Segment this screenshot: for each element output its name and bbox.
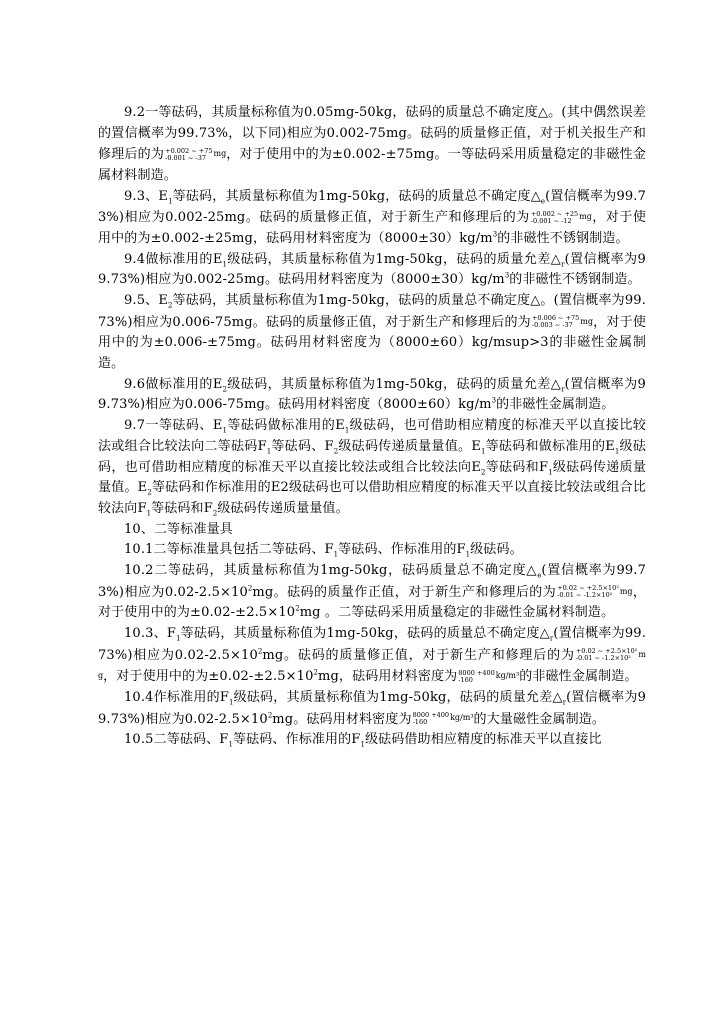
subscript: 1 — [146, 509, 152, 518]
subscript: 1 — [222, 260, 227, 269]
paragraph — [98, 103, 646, 187]
text-run: 10.2二等砝码，其质量标称值为1mg-50kg，砝码质量总不确定度△ — [124, 563, 538, 579]
text-run: ，对于使用中的为±0.02-±2.5×10 — [98, 584, 646, 621]
text-run: 9.2一等砝码，其质量标称值为0.05mg-50kg，砝码的质量总不确定度△。(其中偶然误差的置信概率为99.73%，以下同)相应为0.002-75mg。砝码的质量修正值，对于机关报生产和修理后的为 — [98, 105, 646, 163]
text-run: (置信概率为99.73%)相应为0.02-2.5×10 — [98, 563, 646, 600]
tolerance-expression — [556, 585, 632, 600]
text-run: 10.4作标准用的F — [124, 689, 230, 705]
text-run: 等砝码、作标准用的F — [338, 542, 466, 558]
text-run: 级砝码，其质量标称值为1mg-50kg，砝码的质量允差△ — [226, 376, 562, 392]
superscript: 3 — [491, 397, 497, 406]
unit-label: kg/m³ — [495, 671, 520, 681]
subscript: e — [540, 197, 546, 206]
lower-tolerance: -0.01 ~ -1.2×10² — [575, 654, 631, 663]
subscript: 1 — [465, 550, 471, 559]
upper-tolerance: 8000 +400 — [412, 710, 450, 719]
text-run: 的非磁性不锈钢制造。 — [497, 230, 629, 246]
upper-tolerance: +0.006 ~ +75 — [531, 314, 580, 323]
text-run: 9.5、E — [124, 293, 169, 309]
text-run: 等砝码，其质量标称值为1mg-50kg，砝码的质量总不确定度△ — [180, 626, 550, 642]
paragraph — [98, 187, 646, 250]
text-run: mg 。二等砝码采用质量稳定的非磁性金属材料制造。 — [299, 605, 615, 621]
tolerance-stack — [458, 670, 494, 684]
paragraph — [98, 730, 646, 751]
unit-label: mg — [619, 586, 633, 596]
paragraph — [98, 520, 646, 541]
text-run: 的非磁性金属制造。 — [496, 397, 615, 413]
subscript: 1 — [228, 740, 233, 749]
text-run: 的大量磁性金属制造。 — [473, 711, 606, 727]
text-run: (置信概率为99.73%)相应为0.02-2.5×10 — [98, 689, 646, 727]
text-run: 级砝码，也可借助相应精度的标准天平以直接比较法或组合比较法向二等砝码F — [98, 418, 646, 454]
subscript: r — [549, 634, 554, 643]
tolerance-expression — [531, 315, 593, 330]
text-run: 等砝码，其质量标称值为1mg-50kg，砝码的质量总不确定度△。(置信概率为99.73%)相应为0.006-75mg。砝码的质量修正值，对于新生产和修理后的为 — [98, 293, 646, 330]
text-run: 级砝码传递质量量值。E — [98, 459, 646, 496]
subscript: 1 — [222, 426, 227, 435]
text-run: (置信概率为99.73%)相应为0.006-75mg。砝码用材料密度（8000±60）kg/m — [98, 376, 646, 413]
text-run: mg，砝码用材料密度为 — [317, 669, 458, 685]
document-body — [98, 103, 646, 751]
lower-tolerance: -160 — [412, 717, 428, 726]
paragraph — [98, 250, 646, 291]
lower-tolerance: -160 — [458, 675, 473, 684]
subscript: 2 — [168, 301, 173, 310]
text-run: 9.3、E — [124, 188, 169, 204]
text-run: mg。砝码的质量作正值，对于新生产和修理后的为 — [252, 584, 557, 600]
text-run: ，对于使用中的为±0.006-±75mg。砝码用材料密度为（8000±60）kg/msup>3的非磁性金属制造。 — [98, 314, 646, 372]
text-run: (置信概率为99.73%)相应为0.002-25mg。砝码的质量修正值，对于新生产和修理后的为 — [98, 188, 646, 226]
subscript: 1 — [614, 447, 620, 456]
superscript: 2 — [295, 604, 300, 613]
text-run: 10.5二等砝码、F — [124, 732, 229, 748]
subscript: 1 — [266, 447, 272, 456]
text-run: 级砝码，也可借助相应精度的标准天平以直接比较法或组合比较法向E — [98, 438, 646, 475]
text-run: 级砝码传递质量量值。E — [338, 438, 481, 454]
paragraph — [98, 291, 646, 375]
text-run: mg。砝码用材料密度为 — [272, 711, 412, 727]
text-run: 9.6做标准用的E — [124, 376, 223, 392]
subscript: 2 — [481, 468, 486, 477]
tolerance-expression — [530, 210, 592, 225]
text-run: 等砝码做标准用的E — [227, 418, 345, 434]
text-run: (置信概率为99.73%)相应为0.002-25mg。砝码用材料密度为（8000±30）kg/m — [98, 251, 646, 288]
text-run: 级砝码，其质量标称值为1mg-50kg，砝码的质量允差△ — [233, 689, 563, 705]
text-run: 等砝码、作标准用的F — [232, 732, 361, 748]
text-run: 级砝码传递质量量值。 — [217, 500, 349, 516]
upper-tolerance: +0.02 ~ +2.5×10² — [557, 584, 619, 593]
upper-tolerance: +0.02 ~ +2.5×10² — [575, 647, 638, 656]
text-run: 等砝码和F — [485, 459, 549, 475]
text-run: 级砝码。 — [470, 542, 523, 558]
tolerance-stack — [576, 648, 638, 662]
tolerance-stack — [531, 211, 578, 225]
subscript: 1 — [480, 447, 486, 456]
text-run: 9.7一等砝码、E — [124, 418, 223, 434]
text-run: (置信概率为99.73%)相应为0.02-2.5×10 — [98, 626, 646, 663]
text-run: mg。砝码的质量修正值，对于新生产和修理后的为 — [262, 647, 575, 663]
text-run: 等砝码，其质量标称值为1mg-50kg，砝码的质量总不确定度△ — [172, 188, 541, 204]
text-run: 级砝码借助相应精度的标准天平以直接比 — [364, 732, 602, 748]
tolerance-stack — [532, 315, 579, 329]
text-run: ，对于使用中的为±0.02-±2.5×10 — [103, 669, 314, 685]
subscript: 2 — [147, 488, 152, 497]
superscript: 3 — [492, 230, 498, 239]
text-run: 等砝码和做标准用的E — [485, 438, 615, 454]
text-run: 等砝码、F — [271, 438, 334, 454]
unit-label: mg — [98, 649, 646, 681]
text-run: 10.3、F — [124, 626, 177, 642]
text-run: 10.1二等标准量具包括二等砝码、F — [124, 542, 334, 558]
paragraph — [98, 375, 646, 416]
superscript: 2 — [247, 584, 253, 593]
subscript: 2 — [212, 509, 218, 518]
paragraph — [98, 540, 646, 561]
text-run: ，对于使用中的为±0.002-±75mg。一等砝码采用质量稳定的非磁性金属材料制造。 — [98, 147, 646, 183]
subscript: 1 — [333, 550, 339, 559]
paragraph — [98, 416, 646, 520]
text-run: 的非磁性不锈钢制造。 — [509, 272, 641, 288]
superscript: 2 — [267, 711, 273, 720]
upper-tolerance: +0.002 ~ +25 — [530, 209, 579, 218]
lower-tolerance: -0.001 ~ -12 — [530, 216, 572, 225]
subscript: 2 — [222, 385, 227, 394]
tolerance-stack — [413, 712, 449, 726]
unit-label: mg — [213, 149, 227, 159]
subscript: 1 — [344, 426, 350, 435]
subscript: 2 — [333, 447, 339, 456]
lower-tolerance: -0.001 ~ -37 — [165, 153, 206, 162]
subscript: 1 — [229, 698, 234, 707]
subscript: r — [561, 260, 565, 269]
paragraph — [98, 561, 646, 624]
tolerance-expression — [412, 711, 474, 726]
subscript: r — [562, 698, 567, 707]
text-run: ，对于使用中的为±0.002-±25mg，砝码用材料密度为（8000±30）kg/m — [98, 210, 646, 246]
upper-tolerance: +0.002 ~ +75 — [165, 146, 213, 155]
paragraph — [98, 624, 646, 688]
tolerance-stack — [165, 148, 212, 162]
tolerance-expression — [457, 669, 519, 684]
subscript: 1 — [548, 468, 553, 477]
text-run: 10、二等标准量具 — [124, 521, 233, 537]
superscript: 2 — [313, 668, 318, 677]
subscript: e — [537, 571, 542, 580]
text-run: 的非磁性金属制造。 — [519, 669, 638, 685]
lower-tolerance: -0.003 ~ -37 — [531, 321, 573, 330]
subscript: r — [561, 385, 565, 394]
text-run: 级砝码，其质量标称值为1mg-50kg，砝码的质量允差△ — [226, 251, 562, 267]
lower-tolerance: -0.01 ~ -1.2×10² — [557, 591, 613, 600]
text-run: 等砝码和F — [151, 500, 213, 516]
text-run: 等砝码和作标准用的E2级砝码也可以借助相应精度的标准天平以直接比较法或组合比较法向F — [98, 480, 646, 516]
subscript: 1 — [360, 740, 365, 749]
tolerance-expression — [164, 147, 226, 162]
paragraph — [98, 688, 646, 730]
subscript: 1 — [168, 197, 173, 206]
subscript: 1 — [176, 634, 181, 643]
upper-tolerance: 8000 +400 — [458, 668, 495, 677]
tolerance-stack — [557, 585, 619, 599]
superscript: 2 — [257, 647, 263, 656]
unit-label: mg — [579, 212, 592, 222]
text-run: 9.4做标准用的E — [124, 251, 223, 267]
unit-label: kg/m³ — [450, 713, 474, 723]
unit-label: mg — [580, 316, 594, 326]
superscript: 3 — [504, 272, 510, 281]
